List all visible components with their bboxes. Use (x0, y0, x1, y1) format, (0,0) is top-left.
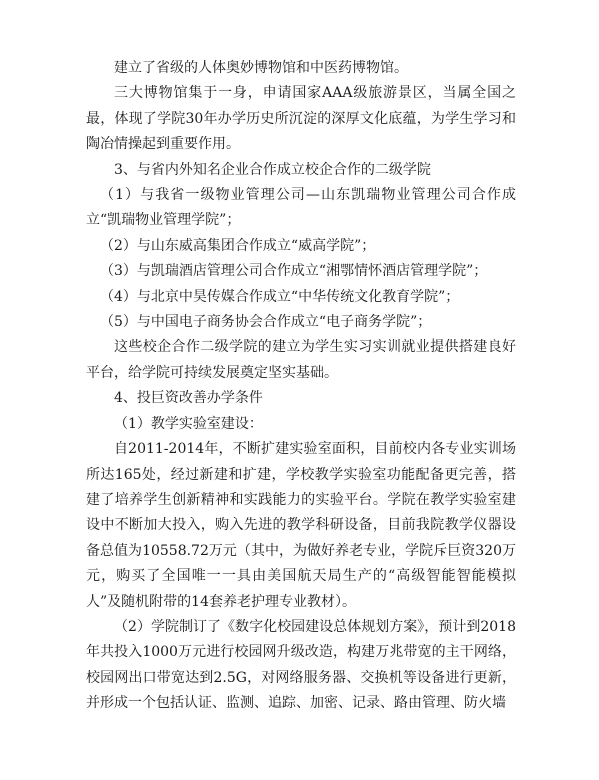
paragraph-digital-campus: （2）学院制订了《数字化校园建设总体规划方案》，预计到2018年共投入1000万元进行校园网升级改造，构建万兆带宽的主干网络，校园网出口带宽达到2.5G，对网络服务器、交换机等设备进行更新，并形成一个包括认证、监测、追踪、加密、记录、路由管理、防火墙 (86, 618, 516, 712)
heading-investment: 4、投巨资改善办学条件 (114, 390, 263, 407)
list-item-ecommerce: （5）与中国电子商务协会合作成立“电子商务学院”； (100, 314, 432, 331)
paragraph-cooperation-summary: 这些校企合作二级学院的建立为学生实习实训就业提供搭建良好平台，给学院可持续发展奠定坚实基础。 (86, 339, 516, 381)
document-body (86, 56, 516, 717)
list-item-chinese-culture: （4）与北京中昊传媒合作成立“中华传统文化教育学院”； (100, 288, 460, 305)
subheading-lab-construction: （1）教学实验室建设： (114, 415, 263, 432)
list-item-weigao: （2）与山东威高集团合作成立“威高学院”； (100, 237, 376, 254)
heading-school-enterprise: 3、与省内外知名企业合作成立校企合作的二级学院 (114, 161, 431, 178)
list-item-hotel-management: （3）与凯瑞酒店管理公司合作成立“湘鄂情怀酒店管理学院”； (100, 263, 488, 280)
paragraph-three-museums: 三大博物馆集于一身，申请国家AAA级旅游景区，当属全国之最，体现了学院30年办学历史所沉淀的深厚文化底蕴，为学生学习和陶冶情操起到重要作用。 (86, 85, 516, 153)
paragraph-museums: 建立了省级的人体奥妙博物馆和中医药博物馆。 (114, 60, 408, 76)
paragraph-lab-details: 自2011-2014年，不断扩建实验室面积，目前校内各专业实训场所达165处，经过新建和扩建，学校教学实验室功能配备更完善，搭建了培养学生创新精神和实践能力的实验平台。学院在教学实验室建设中不断加大投入，购入先进的教学科研设备，目前我院教学仪器设备总值为10558.72万元（其中，为做好养老专业，学院斥巨资320万元，购买了全国唯一一具由美国航天局生产的“高级智能智能模拟人”及随机附带的14套养老护理专业教材）。 (86, 441, 516, 610)
list-item-kairui-property: （1）与我省一级物业管理公司—山东凯瑞物业管理公司合作成立“凯瑞物业管理学院”； (86, 187, 516, 229)
